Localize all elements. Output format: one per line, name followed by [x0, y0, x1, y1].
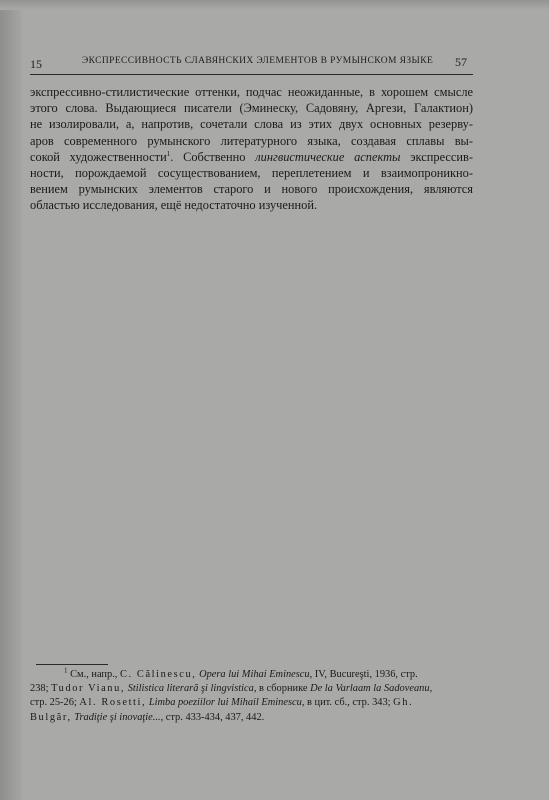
footnote-author: Bulgăr,: [30, 711, 72, 723]
footnote-text: , стр. 433-434, 437, 442.: [160, 711, 265, 723]
footnote-author: C. Călinescu,: [119, 669, 197, 680]
footnote-text: , в цит. сб., стр. 343;: [301, 697, 394, 709]
body-text-run: экспрессив-: [400, 149, 473, 164]
body-line: экспрессивно-стилистические оттенки, подчас неожиданные, в хорошем смысле: [30, 85, 473, 99]
footnote-line: [30, 696, 473, 710]
body-line: [30, 149, 473, 165]
footnote-text: стр. 25-26;: [30, 697, 80, 709]
footnote: [30, 668, 473, 725]
header-rule: [30, 74, 473, 75]
scan-shadow-top: [0, 0, 549, 10]
footnote-author: Gh.: [393, 697, 414, 709]
page-number-right: 57: [455, 55, 467, 69]
footnote-author: Tudor Vianu,: [51, 683, 126, 695]
footnote-text: , IV, Bucureşti, 1936, стр.: [309, 669, 418, 680]
running-title: ЭКСПРЕССИВНОСТЬ СЛАВЯНСКИХ ЭЛЕМЕНТОВ В РУМЫНСКОМ ЯЗЫКЕ: [82, 56, 434, 66]
body-line: ности, порождаемой сосуществованием, переплетением и взаимопроникно-: [30, 166, 473, 181]
body-paragraph: [30, 84, 473, 214]
body-line: этого слова. Выдающиеся писатели (Эминеску, Садовяну, Аргези, Галактион): [30, 101, 473, 116]
footnote-line: [30, 711, 473, 725]
footnote-work-title: Limba poeziilor lui Mihail Eminescu: [146, 697, 302, 709]
body-text-run: . Собственно: [170, 149, 256, 164]
footnote-text: См., напр.,: [67, 669, 120, 680]
footnote-reference: 1: [166, 149, 171, 158]
footnote-line: [30, 682, 473, 696]
footnote-work-title: Opera lui Mihai Eminescu: [196, 669, 310, 680]
body-line: аров современного румынского литературного языка, создавая сплавы вы-: [30, 133, 473, 148]
body-line: вением румынских элементов старого и нового происхождения, являются: [30, 182, 473, 197]
emphasized-text: лингвистические аспекты: [255, 149, 401, 164]
footnote-work-title: Tradiţie şi inovaţie...: [71, 711, 161, 723]
body-line: не изолировали, а, напротив, сочетали слова из этих двух основных резерву-: [30, 117, 473, 132]
scan-shadow-left: [0, 0, 22, 800]
footnote-work-title: Stilistica literară şi lingvistica: [125, 683, 254, 695]
footnote-author: Al. Rosetti,: [79, 697, 147, 709]
footnote-text: ,: [429, 683, 433, 695]
running-header: [30, 53, 473, 71]
body-text-run: сокой художественности: [30, 149, 167, 164]
footnote-work-title: De la Varlaam la Sadoveanu: [310, 683, 430, 695]
footnote-rule: [36, 664, 108, 665]
page-number-left: 15: [30, 57, 42, 71]
footnote-line: [30, 668, 473, 682]
footnote-text: , в сборнике: [253, 683, 311, 695]
footnote-text: 238;: [30, 683, 52, 695]
body-line: областью исследования, ещё недостаточно изученной.: [30, 198, 318, 213]
footnote-marker: 1: [64, 666, 68, 675]
